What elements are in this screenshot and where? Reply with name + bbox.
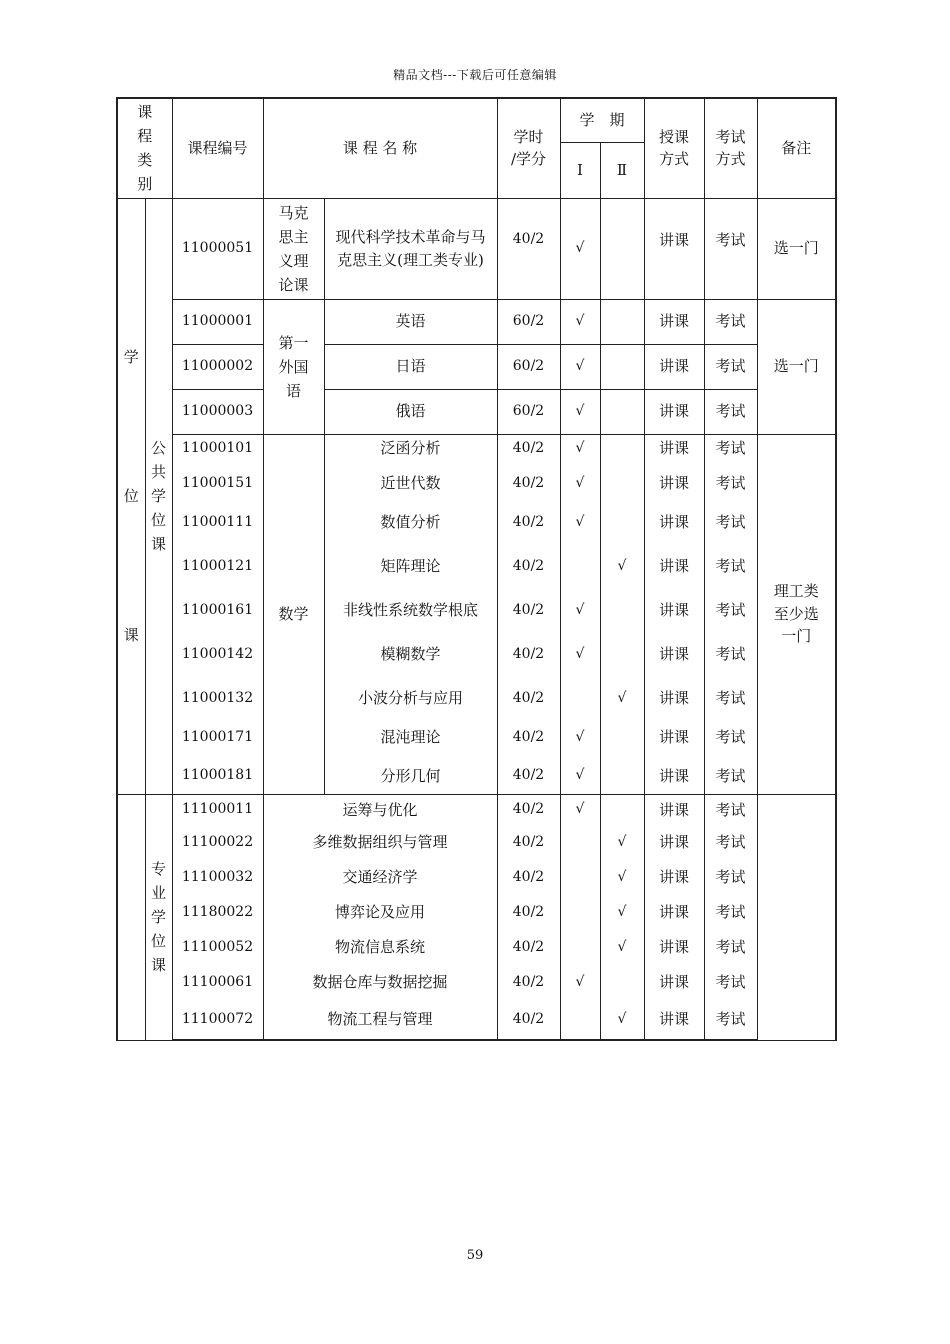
table-row: 专业学位课 11100011 运筹与优化 40/2 √ 讲课 考试 — [117, 794, 836, 825]
table-row: 11000142 模糊数学 40/2 √ 讲课 考试 — [117, 628, 836, 680]
header-name: 课 程 名 称 — [263, 98, 497, 198]
table-row: 11000111 数值分析 40/2 √ 讲课 考试 — [117, 504, 836, 540]
table-row: 11000101 数学 泛函分析 40/2 √ 讲课 考试 理工类至少选一门 — [117, 434, 836, 462]
table-row: 11000181 分形几何 40/2 √ 讲课 考试 — [117, 758, 836, 794]
table-row: 11000161 非线性系统数学根底 40/2 √ 讲课 考试 — [117, 592, 836, 628]
page-number: 59 — [466, 1248, 484, 1263]
header-semester: 学 期 — [560, 98, 644, 142]
header-hours: 学时 /学分 — [497, 98, 560, 198]
table-row: 11100072 物流工程与管理 40/2 √ 讲课 考试 — [117, 1000, 836, 1040]
table-row: 11100052 物流信息系统 40/2 √ 讲课 考试 — [117, 930, 836, 965]
table-row: 11000002 日语 60/2 √ 讲课 考试 — [117, 344, 836, 389]
header-teaching: 授课 方式 — [644, 98, 704, 198]
table-row: 11000132 小波分析与应用 40/2 √ 讲课 考试 — [117, 680, 836, 716]
note-empty — [757, 794, 836, 1040]
table-row: 11180022 博弈论及应用 40/2 √ 讲课 考试 — [117, 895, 836, 930]
header-sem2: Ⅱ — [600, 142, 644, 198]
degree-course-label: 学 位 课 — [117, 198, 145, 794]
table-row: 11000171 混沌理论 40/2 √ 讲课 考试 — [117, 716, 836, 758]
note-choose-one: 选一门 — [757, 198, 836, 299]
header-code: 课程编号 — [172, 98, 263, 198]
table-row: 11100032 交通经济学 40/2 √ 讲课 考试 — [117, 860, 836, 895]
degree-course-cont — [117, 794, 145, 1040]
header-sem1: Ⅰ — [560, 142, 600, 198]
public-degree-label: 公共学位课 — [145, 198, 172, 794]
page-header: 精品文档---下载后可任意编辑 — [393, 68, 557, 82]
table-row: 11000151 近世代数 40/2 √ 讲课 考试 — [117, 462, 836, 504]
note-choose-one: 选一门 — [757, 299, 836, 434]
math-group: 数学 — [263, 434, 324, 794]
marxism-group: 马克思主义理论课 — [263, 198, 324, 299]
table-row: 11100061 数据仓库与数据挖掘 40/2 √ 讲课 考试 — [117, 965, 836, 1000]
header-exam: 考试 方式 — [704, 98, 757, 198]
foreign-language-group: 第一外国语 — [263, 299, 324, 434]
table-row: 11000003 俄语 60/2 √ 讲课 考试 — [117, 389, 836, 434]
table-row: 11100022 多维数据组织与管理 40/2 √ 讲课 考试 — [117, 825, 836, 860]
table-row: 学 位 课 公共学位课 11000051 马克思主义理论课 现代科学技术革命与马克思主义(理工类专业) 40/2 √ 讲课 考试 选一门 — [117, 198, 836, 299]
note-engineering: 理工类至少选一门 — [757, 434, 836, 794]
major-degree-label: 专业学位课 — [145, 794, 172, 1040]
course-table — [116, 97, 837, 1041]
header-notes: 备注 — [757, 98, 836, 198]
table-row: 11000121 矩阵理论 40/2 √ 讲课 考试 — [117, 540, 836, 592]
table-row: 11000001 第一外国语 英语 60/2 √ 讲课 考试 选一门 — [117, 299, 836, 344]
header-category: 课程类别 — [117, 98, 172, 198]
